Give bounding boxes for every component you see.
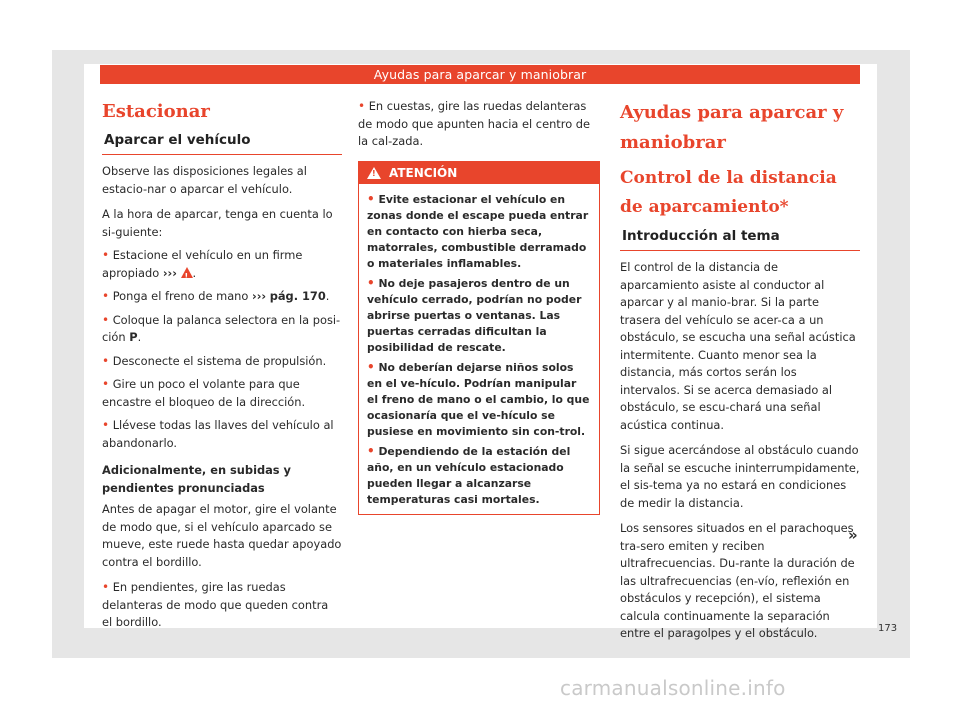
list-item: • En pendientes, gire las ruedas delanteras de modo que queden contra el bordillo. bbox=[102, 580, 329, 629]
list-item: • Desconecte el sistema de propulsión. bbox=[102, 353, 327, 368]
arrows-icon: ››› bbox=[252, 289, 267, 303]
subsection-paragraph: Antes de apagar el motor, gire el volante de modo que, si el vehículo aparcado se mueve, este ruede hasta quedar apoyado contra el bordillo. bbox=[102, 502, 342, 569]
section-subtitle: Aparcar el vehículo bbox=[102, 132, 342, 155]
warning-icon bbox=[181, 267, 193, 278]
list-item: • Estacione el vehículo en un firme apropiado ››› ! . bbox=[102, 247, 342, 282]
warning-item: • No deberían dejarse niños solos en el ve-hículo. Podrían manipular el freno de mano o el cambio, lo que ocasionaría que el ve-hículo se pusiese en movimiento sin con-trol. bbox=[367, 359, 590, 438]
intro-paragraph: Observe las disposiciones legales al estacio-nar o aparcar el vehículo. bbox=[102, 164, 307, 196]
subsection-heading: Adicionalmente, en subidas y pendientes pronunciadas bbox=[102, 463, 291, 495]
warning-box-body bbox=[359, 184, 599, 514]
list-item: • Coloque la palanca selectora en la posi-ción P. bbox=[102, 312, 341, 344]
middle-column bbox=[358, 98, 600, 515]
list-item: • Ponga el freno de mano ››› pág. 170. bbox=[102, 289, 330, 303]
right-column bbox=[620, 98, 860, 643]
body-paragraph: Los sensores situados en el parachoques tra-sero emiten y reciben ultrafrecuencias. Du-rante la duración de las ultrafrecuencias (en-vío, reflexión en obstáculos y recepción), el sistema calcula continuamente la separación entre el paragolpes y el obstáculo. bbox=[620, 521, 855, 640]
warning-box-header bbox=[359, 162, 599, 184]
left-column bbox=[102, 98, 342, 632]
bullet-dot: • bbox=[102, 248, 110, 262]
page-reference-link[interactable]: pág. 170 bbox=[269, 289, 326, 303]
warning-item: • No deje pasajeros dentro de un vehículo cerrado, podrían no poder abrirse puertas o ventanas. Las puertas cerradas dificultan la posibilidad de rescate. bbox=[367, 275, 582, 354]
warning-item: • Dependiendo de la estación del año, en un vehículo estacionado pueden llegar a alcanzarse temperaturas casi mortales. bbox=[367, 443, 571, 506]
continue-indicator: » bbox=[848, 526, 858, 544]
warning-title: ATENCIÓN bbox=[389, 165, 458, 180]
list-item: • En cuestas, gire las ruedas delanteras de modo que apunten hacia el centro de la cal-zada. bbox=[358, 99, 591, 148]
body-paragraph: Si sigue acercándose al obstáculo cuando la señal se escuche ininterrumpidamente, el sis-tema ya no estará en condiciones de medir la distancia. bbox=[620, 443, 860, 510]
section-subtitle: Introducción al tema bbox=[620, 228, 860, 251]
chapter-title: Ayudas para aparcar y maniobrar bbox=[620, 102, 844, 153]
section-title: Estacionar bbox=[102, 101, 210, 122]
list-item: • Llévese todas las llaves del vehículo al abandonarlo. bbox=[102, 418, 334, 450]
arrows-icon: ››› bbox=[162, 265, 177, 280]
list-item: • Gire un poco el volante para que encastre el bloqueo de la dirección. bbox=[102, 377, 306, 409]
warning-icon bbox=[367, 167, 381, 179]
intro-paragraph-2: A la hora de aparcar, tenga en cuenta lo si-guiente: bbox=[102, 207, 333, 239]
body-paragraph: El control de la distancia de aparcamiento asiste al conductor al aparcar y al manio-brar. Si la parte trasera del vehículo se acer-ca a un obstáculo, se escucha una señal acústica intermitente. Cuanto menor sea la distancia, más cortos serán los intervalos. Si se acerca demasiado al obstáculo, se escu-chará una señal acústica continua. bbox=[620, 260, 856, 432]
warning-item: • Evite estacionar el vehículo en zonas donde el escape pueda entrar en contacto con hierba seca, matorrales, combustible derramado o materiales inflamables. bbox=[367, 191, 589, 270]
header-band: Ayudas para aparcar y maniobrar bbox=[100, 65, 860, 84]
watermark: carmanualsonline.info bbox=[560, 676, 786, 700]
page-number: 173 bbox=[878, 623, 898, 634]
section-title: Control de la distancia de aparcamiento* bbox=[620, 168, 837, 217]
warning-box bbox=[358, 161, 600, 515]
selector-position: P bbox=[129, 330, 138, 344]
